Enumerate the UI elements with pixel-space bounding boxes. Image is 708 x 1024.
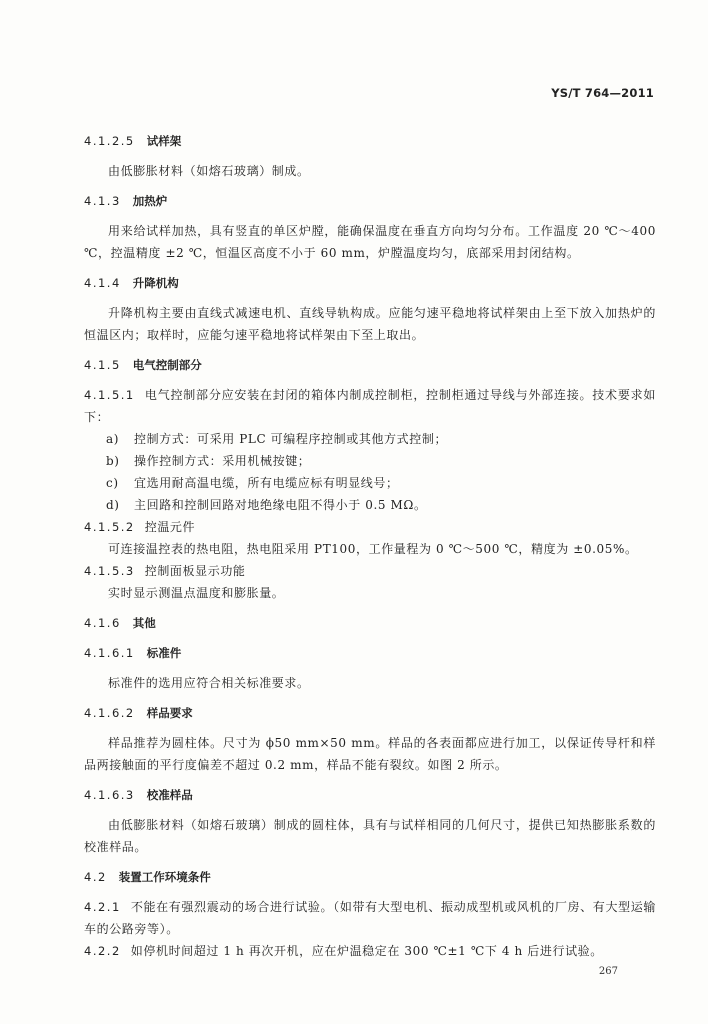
- clause-title: 控制面板显示功能: [144, 564, 246, 578]
- list-item-label: c): [106, 476, 119, 490]
- section-title: 升降机构: [132, 276, 179, 290]
- list-item-text: 宜选用耐高温电缆，所有电缆应标有明显线号；: [134, 476, 399, 490]
- paragraph-4-1-2-5: 由低膨胀材料（如熔石玻璃）制成。: [108, 164, 310, 178]
- section-heading-4-1-3: [84, 190, 656, 212]
- section-heading-4-1-5: [84, 354, 656, 376]
- section-number: 4.1.6: [84, 616, 121, 630]
- section-title: 加热炉: [132, 194, 168, 208]
- clause-heading-4-1-5-2: [84, 516, 656, 538]
- clause-text: 如停机时间超过 1 h 再次开机，应在炉温稳定在 300 ℃±1 ℃下 4 h 后进行试验。: [130, 944, 603, 958]
- list-item: [84, 472, 656, 494]
- section-number: 4.1.2.5: [84, 134, 135, 148]
- clause-number: 4.1.5.3: [84, 564, 135, 578]
- list-item-text: 主回路和控制回路对地绝缘电阻不得小于 0.5 MΩ。: [134, 498, 427, 512]
- section-number: 4.2: [84, 870, 107, 884]
- paragraph-4-1-5-1: [84, 384, 656, 428]
- paragraph-4-1-5-3: 实时显示测温点温度和膨胀量。: [108, 586, 285, 600]
- section-title: 标准件: [146, 646, 182, 660]
- page-number: 267: [598, 966, 618, 977]
- list-item-label: a): [106, 432, 120, 446]
- section-heading-4-2: [84, 866, 656, 888]
- list-item: [84, 494, 656, 516]
- section-title: 样品要求: [146, 706, 193, 720]
- section-number: 4.1.3: [84, 194, 121, 208]
- section-title: 校准样品: [146, 788, 193, 802]
- section-heading-4-1-2-5: [84, 130, 656, 152]
- paragraph-4-1-6-1: 标准件的选用应符合相关标准要求。: [108, 676, 310, 690]
- section-title: 其他: [132, 616, 156, 630]
- section-title: 装置工作环境条件: [118, 870, 211, 884]
- list-item: [84, 450, 656, 472]
- section-heading-4-1-6-2: [84, 702, 656, 724]
- section-number: 4.1.5: [84, 358, 121, 372]
- standard-code-header: YS/T 764—2011: [551, 86, 654, 100]
- paragraph-4-1-5-2: 可连接温控表的热电阻，热电阻采用 PT100，工作量程为 0 ℃～500 ℃，精度为 ±0.05%。: [108, 542, 638, 556]
- clause-heading-4-1-5-3: [84, 560, 656, 582]
- section-heading-4-1-4: [84, 272, 656, 294]
- clause-number: 4.2.2: [84, 944, 121, 958]
- list-item-label: d): [106, 498, 120, 512]
- clause-number: 4.1.5.1: [84, 388, 135, 402]
- paragraph-4-1-6-2: 样品推荐为圆柱体。尺寸为 ϕ50 mm×50 mm。样品的各表面都应进行加工，以保证传导杆和样品两接触面的平行度偏差不超过 0.2 mm，样品不能有裂纹。如图 2 所示。: [84, 736, 656, 772]
- section-title: 电气控制部分: [132, 358, 202, 372]
- paragraph-4-2-1: [84, 896, 656, 940]
- clause-number: 4.1.5.2: [84, 520, 135, 534]
- clause-number: 4.2.1: [84, 900, 121, 914]
- section-heading-4-1-6-3: [84, 784, 656, 806]
- document-body: [84, 130, 656, 962]
- list-item-label: b): [106, 454, 120, 468]
- section-number: 4.1.6.1: [84, 646, 135, 660]
- list-item-text: 控制方式：可采用 PLC 可编程序控制或其他方式控制；: [134, 432, 448, 446]
- list-item-text: 操作控制方式：采用机械按键；: [134, 454, 311, 468]
- paragraph-4-1-6-3: 由低膨胀材料（如熔石玻璃）制成的圆柱体，具有与试样相同的几何尺寸，提供已知热膨胀系数的校准样品。: [84, 818, 656, 854]
- section-heading-4-1-6-1: [84, 642, 656, 664]
- list-item: [84, 428, 656, 450]
- paragraph-4-2-2: [84, 940, 656, 962]
- paragraph-4-1-4: 升降机构主要由直线式减速电机、直线导轨构成。应能匀速平稳地将试样架由上至下放入加热炉的恒温区内；取样时，应能匀速平稳地将试样架由下至上取出。: [84, 306, 656, 342]
- clause-title: 控温元件: [144, 520, 196, 534]
- clause-text: 不能在有强烈震动的场合进行试验。（如带有大型电机、振动成型机或风机的厂房、有大型运输车的公路旁等）。: [84, 900, 656, 936]
- paragraph-4-1-3: 用来给试样加热，具有竖直的单区炉膛，能确保温度在垂直方向均匀分布。工作温度 20 ℃～400 ℃，控温精度 ±2 ℃，恒温区高度不小于 60 mm，炉膛温度均匀，底部采用封闭结构。: [84, 224, 656, 260]
- section-number: 4.1.6.3: [84, 788, 135, 802]
- clause-text: 电气控制部分应安装在封闭的箱体内制成控制柜，控制柜通过导线与外部连接。技术要求如下：: [84, 388, 656, 424]
- section-title: 试样架: [146, 134, 182, 148]
- section-number: 4.1.6.2: [84, 706, 135, 720]
- section-heading-4-1-6: [84, 612, 656, 634]
- section-number: 4.1.4: [84, 276, 121, 290]
